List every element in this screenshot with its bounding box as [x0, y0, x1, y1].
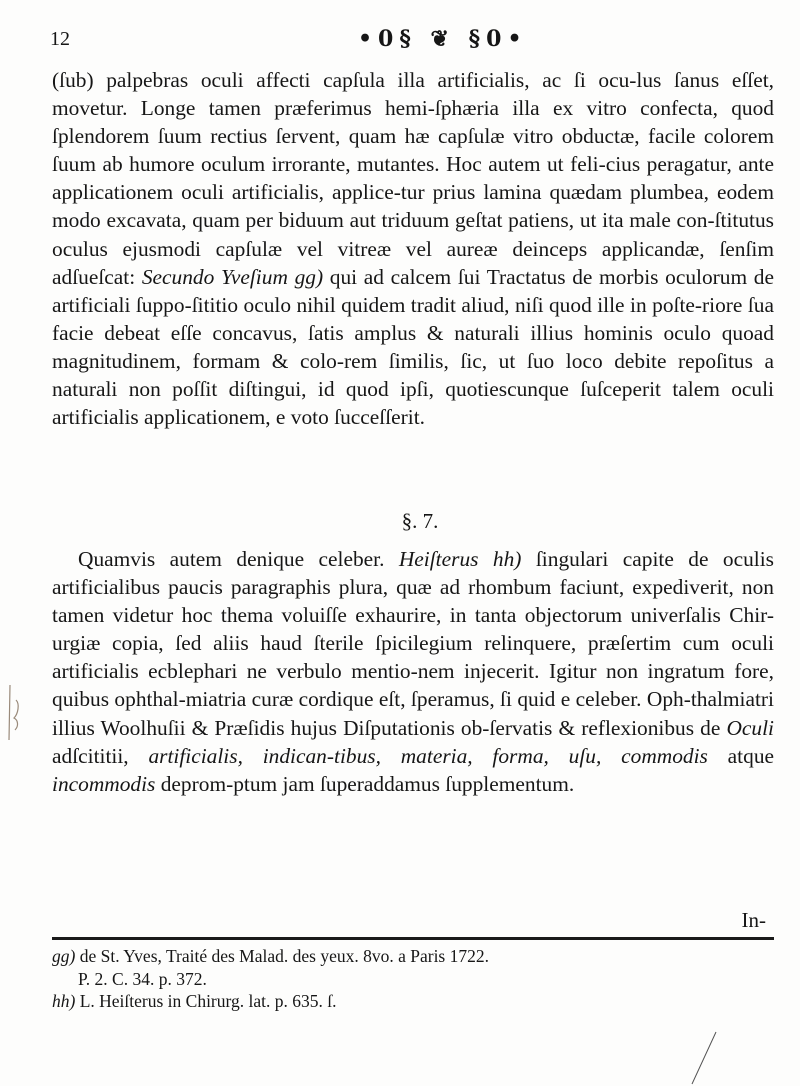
author-heisterus: Heiſterus — [398, 547, 479, 571]
footnote-text: de St. Yves, Traité des Malad. des yeux. 8vo. a Paris 1722. — [75, 946, 489, 966]
paragraph-2-atque: atque — [707, 743, 775, 768]
paragraph-2-part-c: adſcititii, — [52, 743, 149, 768]
footnote-mark: hh) — [52, 991, 76, 1011]
footnotes — [52, 945, 774, 1013]
margin-pencil-mark-icon — [6, 680, 26, 770]
footnote-gg-line-2: P. 2. C. 34. p. 372. — [78, 968, 207, 989]
footnote-text: L. Heiſterus in Chirurg. lat. p. 635. ſ. — [75, 991, 337, 1011]
paragraph-2-part-a: Quamvis autem denique celeber. — [78, 547, 399, 571]
paragraph-1-text — [52, 66, 774, 431]
paragraph-2 — [52, 545, 774, 798]
paragraph-2-text — [52, 545, 774, 798]
header-ornament: •0§ ❦ §0• — [358, 26, 528, 52]
italic-terms: artificialis, indican-tibus, materia, forma, uſu, commodis — [148, 743, 708, 768]
page-header — [28, 26, 788, 56]
paragraph-2-part-d: deprom-ptum jam ſuperaddamus ſupplementum. — [155, 771, 575, 796]
footnote-rule — [52, 937, 774, 940]
footnote-mark: gg) — [52, 946, 76, 966]
paragraph-2-part-b: ſingulari capite de oculis artificialibus paucis paragraphis plura, quæ ad rhombum faciunt, expediverit, non tamen videtur hoc thema voluiſſe exhaurire, in tanta objectorum univerſalis Chir-urgiæ copia, ſed aliis haud ſterile ſpicilegium relinquere, præſertim cum oculi artificialis ecblephari ne verbulo mentio-nem injecerit. Igitur non ingratum fore, quibus ophthal-miatria curæ cordique eſt, ſperamus, ſi quid e celeber. Oph-thalmiatri illius Woolhuſii & Præſidis hujus Diſputationis ob-ſervatis & reflexionibus de — [52, 547, 774, 740]
section-heading: §. 7. — [401, 509, 439, 533]
page-number: 12 — [50, 28, 70, 50]
corner-pencil-stroke-icon — [688, 1030, 718, 1086]
footnote-ref-hh: hh) — [492, 547, 522, 571]
catchword: In- — [741, 908, 766, 932]
paragraph-1 — [52, 66, 774, 431]
footnote-ref-gg: gg) — [294, 264, 324, 289]
paragraph-1-main: (ſub) palpebras oculi affecti capſula illa artificialis, ac ſi ocu-lus ſanus eſſet, movetur. Longe tamen præferimus hemi-ſphæria illa ex vitro confecta, quod ſplendorem ſuum rectius ſervent, quam hæ capſulæ vitro obductæ, facile colorem ſuum ab humore oculum irrorante, mutantes. Hoc autem ut feli-cius peragatur, ante applicationem oculi artificialis, applice-tur prius lamina quædam plumbea, eodem modo excavata, quam per biduum aut triduum geſtat patiens, ut ita male con-ſtitutus oculus ejusmodi capſulæ vel vitreæ vel aureæ deinceps applicandæ, ſenſim adſueſcat: — [52, 68, 774, 289]
footnote-hh — [52, 990, 774, 1013]
term-oculi: Oculi — [726, 715, 774, 740]
paragraph-1-continuation: qui ad calcem ſui Tractatus de morbis oculorum de artificiali ſuppo-ſititio oculo nihil quidem tradit aliud, niſi quod ille in poſte-riore ſua facie debeat eſſe concavus, ſatis amplus & naturali illius hominis oculo quoad magnitudinem, formam & colo-rem ſimilis, ſic, ut ſuo loco debite repoſitus a naturali non poſſit diſtingui, id quod ipſi, quotiescunque ſuſceperit talem oculi artificialis applicationem, e voto ſucceſſerit. — [52, 264, 774, 430]
term-incommodis: incommodis — [52, 771, 156, 796]
citation-yvesium: Secundo Yveſium — [141, 264, 288, 289]
footnote-gg — [52, 945, 774, 968]
